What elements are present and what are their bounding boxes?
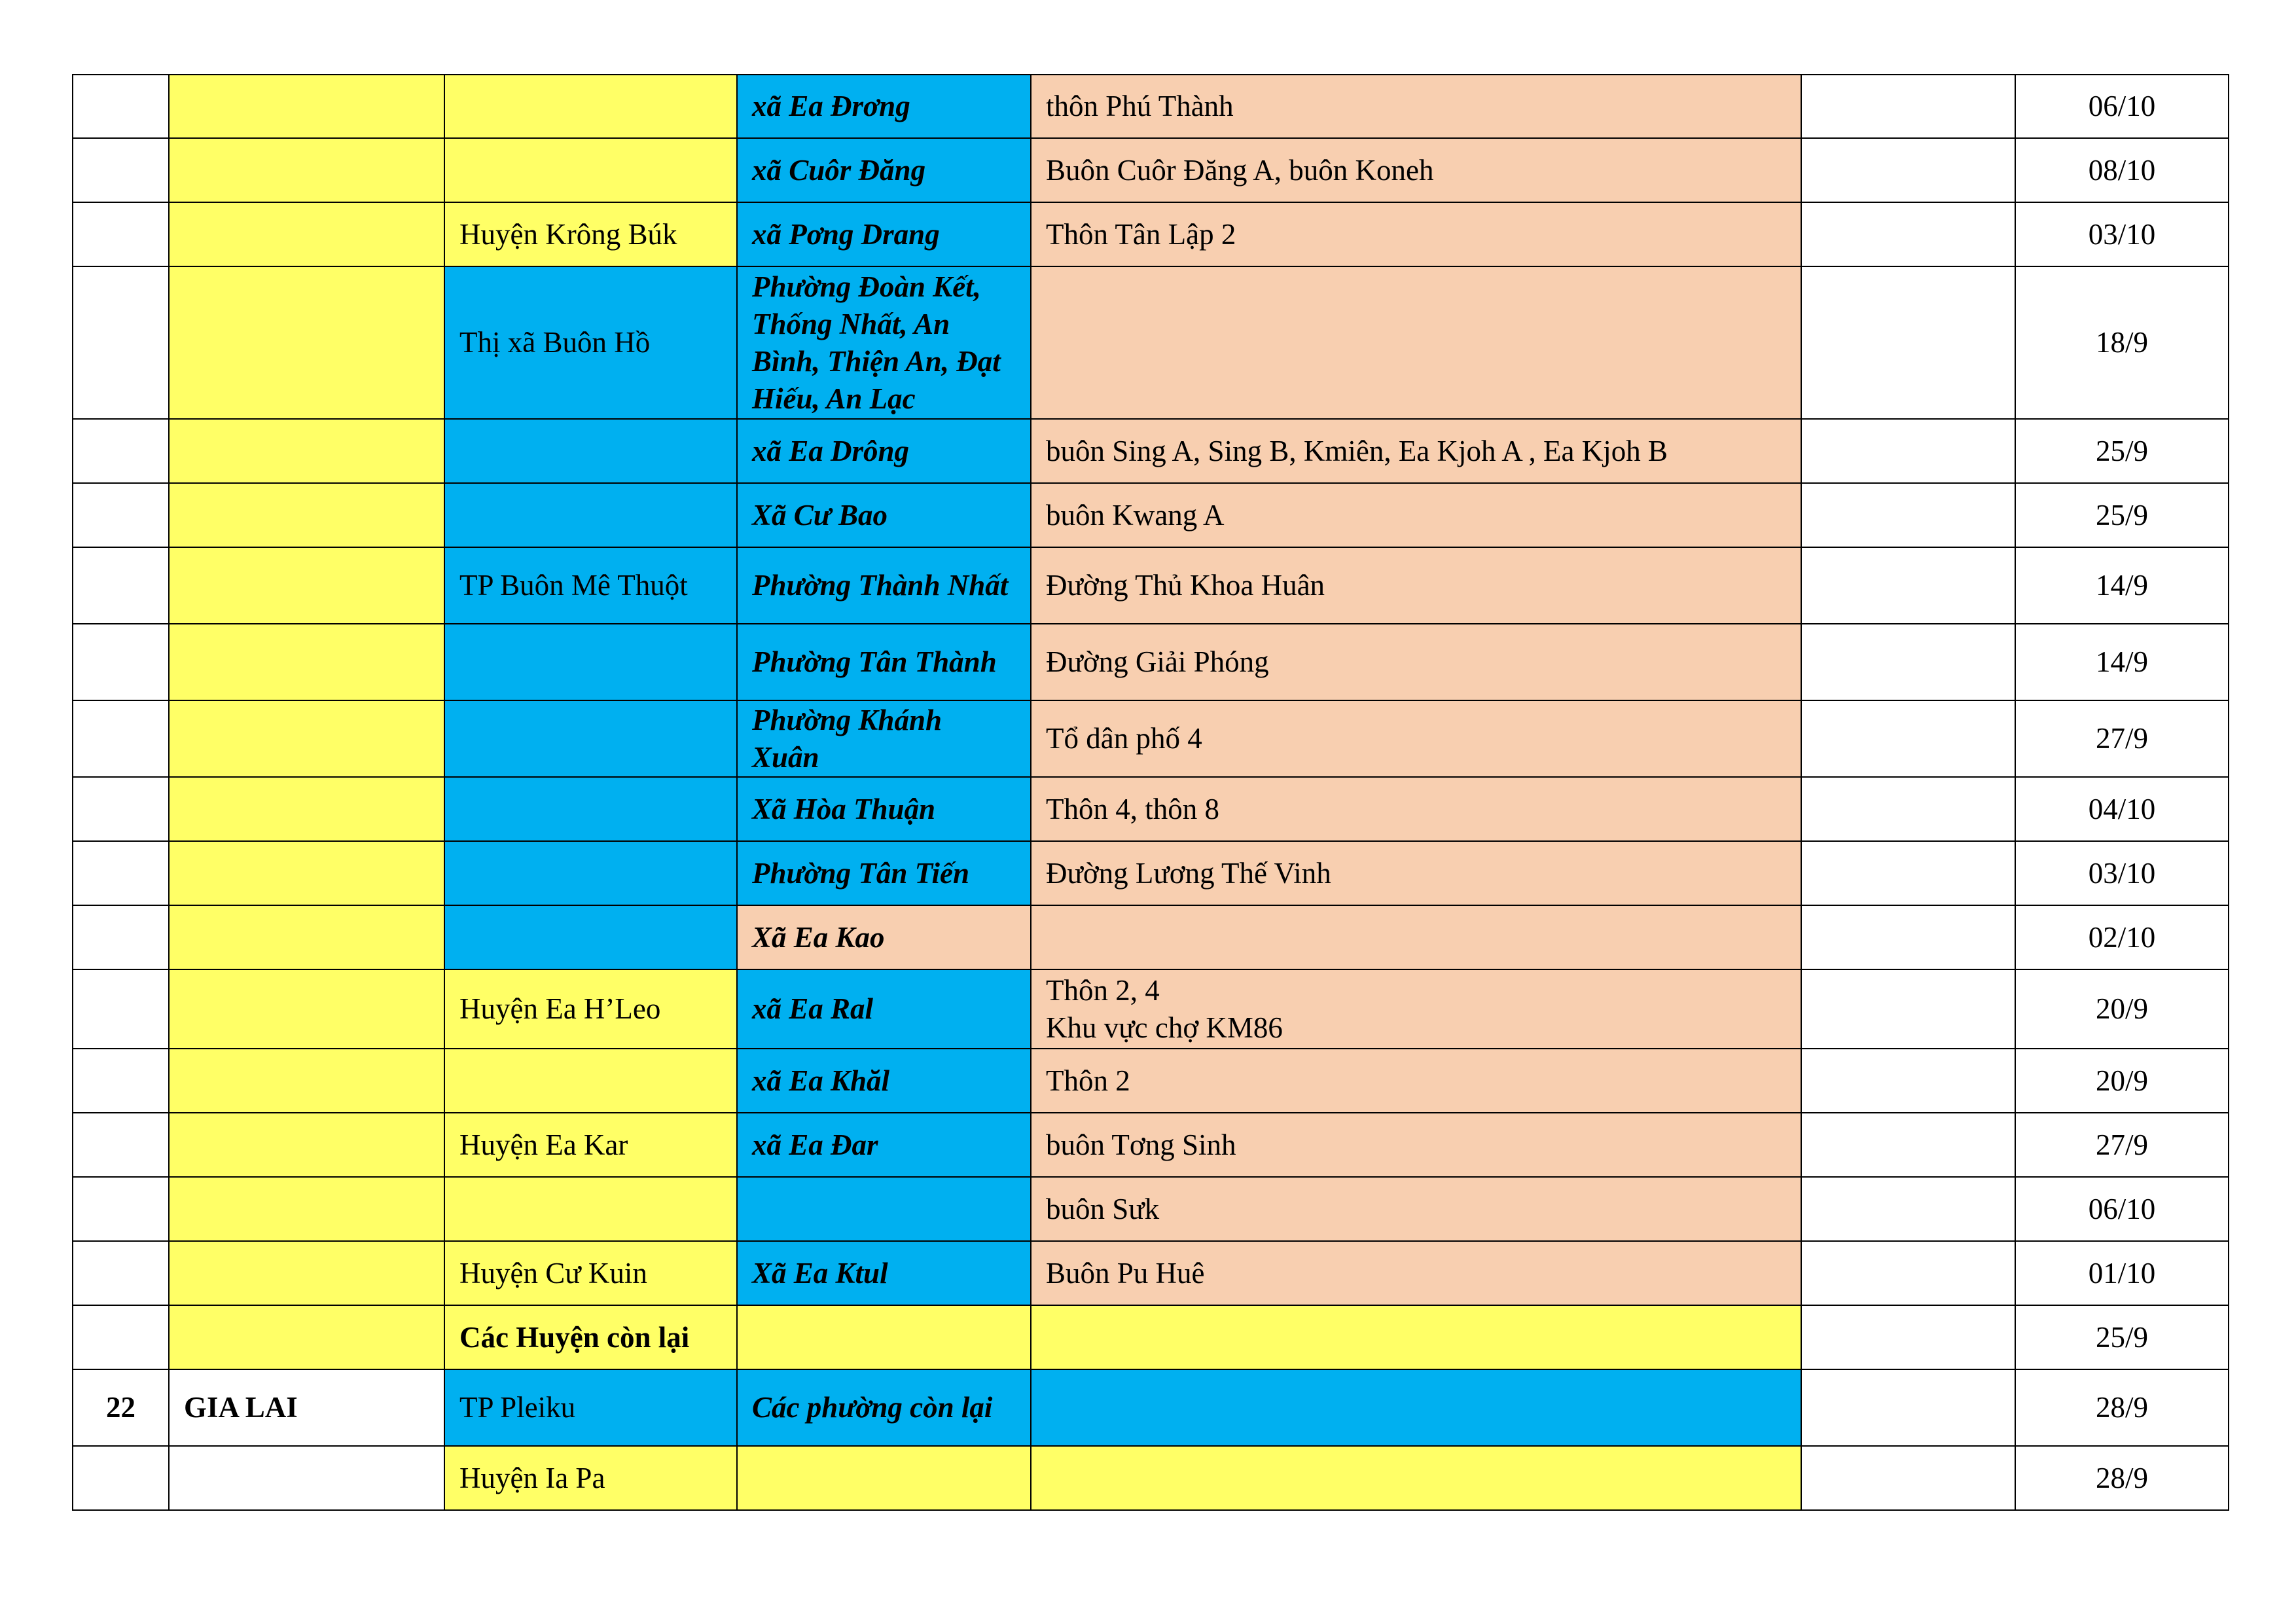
- province-cell: [169, 1049, 444, 1113]
- table-row: [73, 75, 2229, 138]
- note-cell: [1801, 75, 2015, 138]
- district-cell: TP Buôn Mê Thuột: [444, 547, 737, 624]
- district-cell: [444, 1049, 737, 1113]
- date-cell: 28/9: [2015, 1446, 2229, 1510]
- stt-cell: [73, 1446, 169, 1510]
- province-cell: [169, 1113, 444, 1177]
- note-cell: [1801, 483, 2015, 547]
- date-cell: 01/10: [2015, 1241, 2229, 1305]
- ward-cell: xã Cuôr Đăng: [737, 138, 1031, 202]
- ward-cell: Phường Tân Thành: [737, 624, 1031, 700]
- stt-cell: [73, 1113, 169, 1177]
- area-cell: buôn Sưk: [1031, 1177, 1801, 1241]
- stt-cell: [73, 419, 169, 483]
- district-cell: [444, 905, 737, 969]
- stt-cell: [73, 1049, 169, 1113]
- area-cell: Tổ dân phố 4: [1031, 700, 1801, 777]
- note-cell: [1801, 266, 2015, 419]
- note-cell: [1801, 1241, 2015, 1305]
- vaccination-schedule-table: [72, 74, 2229, 1511]
- ward-cell: Xã Ea Ktul: [737, 1241, 1031, 1305]
- table-row: [73, 1049, 2229, 1113]
- table-row: [73, 547, 2229, 624]
- stt-cell: [73, 138, 169, 202]
- note-cell: [1801, 841, 2015, 905]
- area-cell: Thôn Tân Lập 2: [1031, 202, 1801, 266]
- province-cell: [169, 266, 444, 419]
- area-cell: [1031, 1369, 1801, 1446]
- table-row: [73, 841, 2229, 905]
- ward-cell: Phường Thành Nhất: [737, 547, 1031, 624]
- district-cell: [444, 777, 737, 841]
- table-row: [73, 1305, 2229, 1369]
- district-cell: [444, 841, 737, 905]
- stt-cell: [73, 1305, 169, 1369]
- note-cell: [1801, 1049, 2015, 1113]
- table-row: [73, 700, 2229, 777]
- ward-cell: xã Ea Đar: [737, 1113, 1031, 1177]
- district-cell: Huyện Ia Pa: [444, 1446, 737, 1510]
- date-cell: 18/9: [2015, 266, 2229, 419]
- district-cell: Huyện Krông Búk: [444, 202, 737, 266]
- date-cell: 08/10: [2015, 138, 2229, 202]
- table-row: [73, 1241, 2229, 1305]
- table-row: [73, 1113, 2229, 1177]
- stt-cell: [73, 624, 169, 700]
- table-row: [73, 905, 2229, 969]
- ward-cell: Phường Đoàn Kết, Thống Nhất, An Bình, Thiện An, Đạt Hiếu, An Lạc: [737, 266, 1031, 419]
- note-cell: [1801, 1177, 2015, 1241]
- province-cell: [169, 483, 444, 547]
- date-cell: 25/9: [2015, 1305, 2229, 1369]
- ward-cell: Phường Khánh Xuân: [737, 700, 1031, 777]
- ward-cell: Xã Cư Bao: [737, 483, 1031, 547]
- ward-cell: [737, 1177, 1031, 1241]
- area-cell: Thôn 4, thôn 8: [1031, 777, 1801, 841]
- province-cell: [169, 777, 444, 841]
- stt-cell: [73, 841, 169, 905]
- area-cell: [1031, 1446, 1801, 1510]
- ward-cell: Phường Tân Tiến: [737, 841, 1031, 905]
- table-row: [73, 1177, 2229, 1241]
- province-cell: [169, 624, 444, 700]
- table-row: [73, 777, 2229, 841]
- date-cell: 25/9: [2015, 419, 2229, 483]
- note-cell: [1801, 1113, 2015, 1177]
- province-cell: [169, 138, 444, 202]
- stt-cell: 22: [73, 1369, 169, 1446]
- note-cell: [1801, 1446, 2015, 1510]
- ward-cell: Xã Ea Kao: [737, 905, 1031, 969]
- ward-cell: Các phường còn lại: [737, 1369, 1031, 1446]
- table-row: [73, 1369, 2229, 1446]
- area-cell: [1031, 266, 1801, 419]
- stt-cell: [73, 483, 169, 547]
- table-row: [73, 624, 2229, 700]
- note-cell: [1801, 905, 2015, 969]
- note-cell: [1801, 969, 2015, 1049]
- district-cell: [444, 419, 737, 483]
- ward-cell: xã Ea Drông: [737, 419, 1031, 483]
- stt-cell: [73, 905, 169, 969]
- stt-cell: [73, 202, 169, 266]
- note-cell: [1801, 777, 2015, 841]
- district-cell: [444, 138, 737, 202]
- province-cell: [169, 1241, 444, 1305]
- date-cell: 28/9: [2015, 1369, 2229, 1446]
- note-cell: [1801, 624, 2015, 700]
- note-cell: [1801, 1369, 2015, 1446]
- table-row: [73, 1446, 2229, 1510]
- district-cell: Các Huyện còn lại: [444, 1305, 737, 1369]
- ward-cell: xã Ea Khăl: [737, 1049, 1031, 1113]
- table-row: [73, 138, 2229, 202]
- date-cell: 14/9: [2015, 547, 2229, 624]
- district-cell: Huyện Ea H’Leo: [444, 969, 737, 1049]
- province-cell: [169, 202, 444, 266]
- stt-cell: [73, 777, 169, 841]
- area-cell: Thôn 2: [1031, 1049, 1801, 1113]
- province-cell: [169, 905, 444, 969]
- table-row: [73, 483, 2229, 547]
- stt-cell: [73, 1241, 169, 1305]
- district-cell: [444, 483, 737, 547]
- stt-cell: [73, 1177, 169, 1241]
- date-cell: 06/10: [2015, 1177, 2229, 1241]
- stt-cell: [73, 547, 169, 624]
- area-cell: [1031, 905, 1801, 969]
- date-cell: 25/9: [2015, 483, 2229, 547]
- table-row: [73, 202, 2229, 266]
- area-cell: Đường Giải Phóng: [1031, 624, 1801, 700]
- note-cell: [1801, 700, 2015, 777]
- date-cell: 03/10: [2015, 202, 2229, 266]
- province-cell: [169, 1305, 444, 1369]
- table-row: [73, 419, 2229, 483]
- area-line: Thôn 2, 4: [1046, 973, 1160, 1007]
- area-cell: [1031, 969, 1801, 1049]
- date-cell: 27/9: [2015, 700, 2229, 777]
- province-cell: [169, 969, 444, 1049]
- ward-cell: xã Pơng Drang: [737, 202, 1031, 266]
- district-cell: [444, 624, 737, 700]
- stt-cell: [73, 969, 169, 1049]
- area-cell: buôn Kwang A: [1031, 483, 1801, 547]
- province-cell: [169, 700, 444, 777]
- district-cell: Huyện Ea Kar: [444, 1113, 737, 1177]
- table-row: [73, 969, 2229, 1049]
- note-cell: [1801, 1305, 2015, 1369]
- area-cell: buôn Tơng Sinh: [1031, 1113, 1801, 1177]
- district-cell: Thị xã Buôn Hồ: [444, 266, 737, 419]
- area-cell: thôn Phú Thành: [1031, 75, 1801, 138]
- ward-cell: Xã Hòa Thuận: [737, 777, 1031, 841]
- area-cell: buôn Sing A, Sing B, Kmiên, Ea Kjoh A , Ea Kjoh B: [1031, 419, 1801, 483]
- area-cell: [1031, 1305, 1801, 1369]
- district-cell: [444, 700, 737, 777]
- district-cell: TP Pleiku: [444, 1369, 737, 1446]
- note-cell: [1801, 138, 2015, 202]
- note-cell: [1801, 419, 2015, 483]
- stt-cell: [73, 700, 169, 777]
- province-cell: [169, 1177, 444, 1241]
- note-cell: [1801, 202, 2015, 266]
- district-cell: Huyện Cư Kuin: [444, 1241, 737, 1305]
- note-cell: [1801, 547, 2015, 624]
- date-cell: 27/9: [2015, 1113, 2229, 1177]
- ward-cell: xã Ea Đrơng: [737, 75, 1031, 138]
- area-cell: Đường Thủ Khoa Huân: [1031, 547, 1801, 624]
- province-cell: [169, 841, 444, 905]
- province-cell: [169, 419, 444, 483]
- area-cell: Đường Lương Thế Vinh: [1031, 841, 1801, 905]
- province-cell: [169, 1446, 444, 1510]
- date-cell: 20/9: [2015, 969, 2229, 1049]
- area-cell: Buôn Cuôr Đăng A, buôn Koneh: [1031, 138, 1801, 202]
- area-line: Khu vực chợ KM86: [1046, 1011, 1283, 1044]
- stt-cell: [73, 75, 169, 138]
- stt-cell: [73, 266, 169, 419]
- ward-cell: [737, 1446, 1031, 1510]
- province-cell: [169, 75, 444, 138]
- date-cell: 14/9: [2015, 624, 2229, 700]
- district-cell: [444, 1177, 737, 1241]
- ward-cell: [737, 1305, 1031, 1369]
- date-cell: 02/10: [2015, 905, 2229, 969]
- district-cell: [444, 75, 737, 138]
- province-cell: [169, 547, 444, 624]
- table-row: [73, 266, 2229, 419]
- date-cell: 20/9: [2015, 1049, 2229, 1113]
- ward-cell: xã Ea Ral: [737, 969, 1031, 1049]
- date-cell: 04/10: [2015, 777, 2229, 841]
- date-cell: 03/10: [2015, 841, 2229, 905]
- province-cell: GIA LAI: [169, 1369, 444, 1446]
- area-cell: Buôn Pu Huê: [1031, 1241, 1801, 1305]
- date-cell: 06/10: [2015, 75, 2229, 138]
